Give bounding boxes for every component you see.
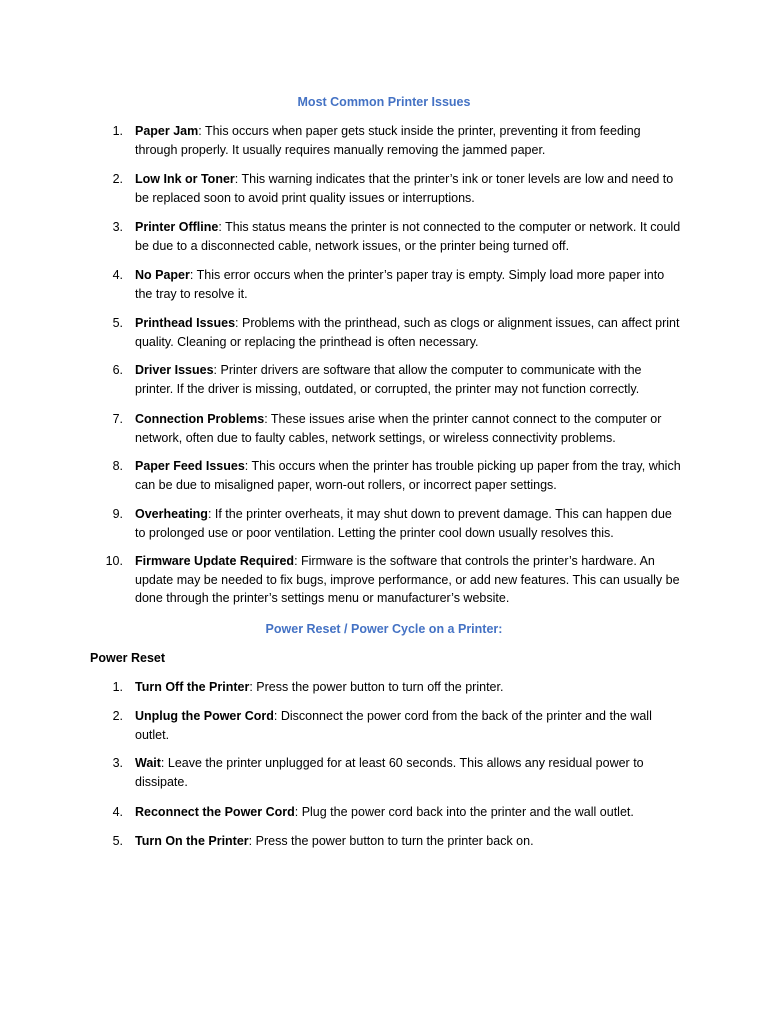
list-number: 5. [112, 834, 123, 848]
list-term: Printhead Issues [135, 316, 236, 330]
list-term: Wait [135, 756, 161, 770]
list-number: 1. [112, 680, 123, 694]
list-number: 6. [112, 363, 123, 377]
list-number: 9. [112, 507, 123, 521]
list-number: 3. [112, 756, 123, 770]
list-text: : Disconnect the power cord from the back of the printer and the wall outlet. [135, 709, 652, 742]
list-text: : Press the power button to turn off the printer. [249, 680, 504, 694]
list-number: 7. [112, 412, 123, 426]
list-term: Reconnect the Power Cord [135, 805, 295, 819]
heading-power-reset: Power Reset / Power Cycle on a Printer: [265, 622, 503, 636]
list-text: : Leave the printer unplugged for at least 60 seconds. This allows any residual power to dissipate. [135, 756, 644, 789]
list-number: 10. [105, 554, 123, 568]
list-text: : Press the power button to turn the printer back on. [248, 834, 534, 848]
list-term: Paper Jam [135, 124, 199, 138]
subheading-power-reset: Power Reset [90, 651, 166, 665]
list-text: : This occurs when the printer has trouble picking up paper from the tray, which can be due to misaligned paper, worn-out rollers, or incorrect paper settings. [135, 459, 681, 492]
list-number: 4. [112, 268, 123, 282]
list-term: Turn Off the Printer [135, 680, 250, 694]
list-number: 3. [112, 220, 123, 234]
list-term: Connection Problems [135, 412, 265, 426]
list-number: 8. [112, 459, 123, 473]
list-text: : Firmware is the software that controls the printer’s hardware. An update may be needed to fix bugs, improve performance, or add new features. This can usually be done through the printer’s settings menu or manufacturer’s website. [135, 554, 680, 606]
list-term: Firmware Update Required [135, 554, 295, 568]
list-term: Overheating [135, 507, 208, 521]
list-term: Unplug the Power Cord [135, 709, 274, 723]
list-term: Driver Issues [135, 363, 214, 377]
list-text: : Problems with the printhead, such as clogs or alignment issues, can affect print quality. Cleaning or replacing the printhead is often necessary. [135, 316, 680, 349]
list-number: 2. [112, 172, 123, 186]
list-number: 1. [112, 124, 123, 138]
list-number: 2. [112, 709, 123, 723]
list-text: : Plug the power cord back into the printer and the wall outlet. [294, 805, 634, 819]
list-number: 5. [112, 316, 123, 330]
list-text: : This warning indicates that the printer’s ink or toner levels are low and need to be replaced soon to avoid print quality issues or interruptions. [135, 172, 674, 205]
list-text: : This status means the printer is not connected to the computer or network. It could be due to a disconnected cable, network issues, or the printer being turned off. [135, 220, 681, 253]
list-term: Low Ink or Toner [135, 172, 235, 186]
list-number: 4. [112, 805, 123, 819]
heading-printer-issues: Most Common Printer Issues [297, 95, 471, 109]
list-text: : Printer drivers are software that allow the computer to communicate with the printer. If the driver is missing, outdated, or corrupted, the printer may not function correctly. [135, 363, 642, 396]
list-term: Turn On the Printer [135, 834, 249, 848]
list-text: : These issues arise when the printer cannot connect to the computer or network, often due to faulty cables, network settings, or wireless connectivity problems. [135, 412, 662, 445]
list-text: : This error occurs when the printer’s paper tray is empty. Simply load more paper into the tray to resolve it. [135, 268, 665, 301]
list-term: Printer Offline [135, 220, 219, 234]
list-text: : If the printer overheats, it may shut down to prevent damage. This can happen due to prolonged use or poor ventilation. Letting the printer cool down usually resolves this. [135, 507, 672, 540]
list-text: : This occurs when paper gets stuck inside the printer, preventing it from feeding through properly. It usually requires manually removing the jammed paper. [135, 124, 641, 157]
list-term: Paper Feed Issues [135, 459, 245, 473]
list-term: No Paper [135, 268, 190, 282]
